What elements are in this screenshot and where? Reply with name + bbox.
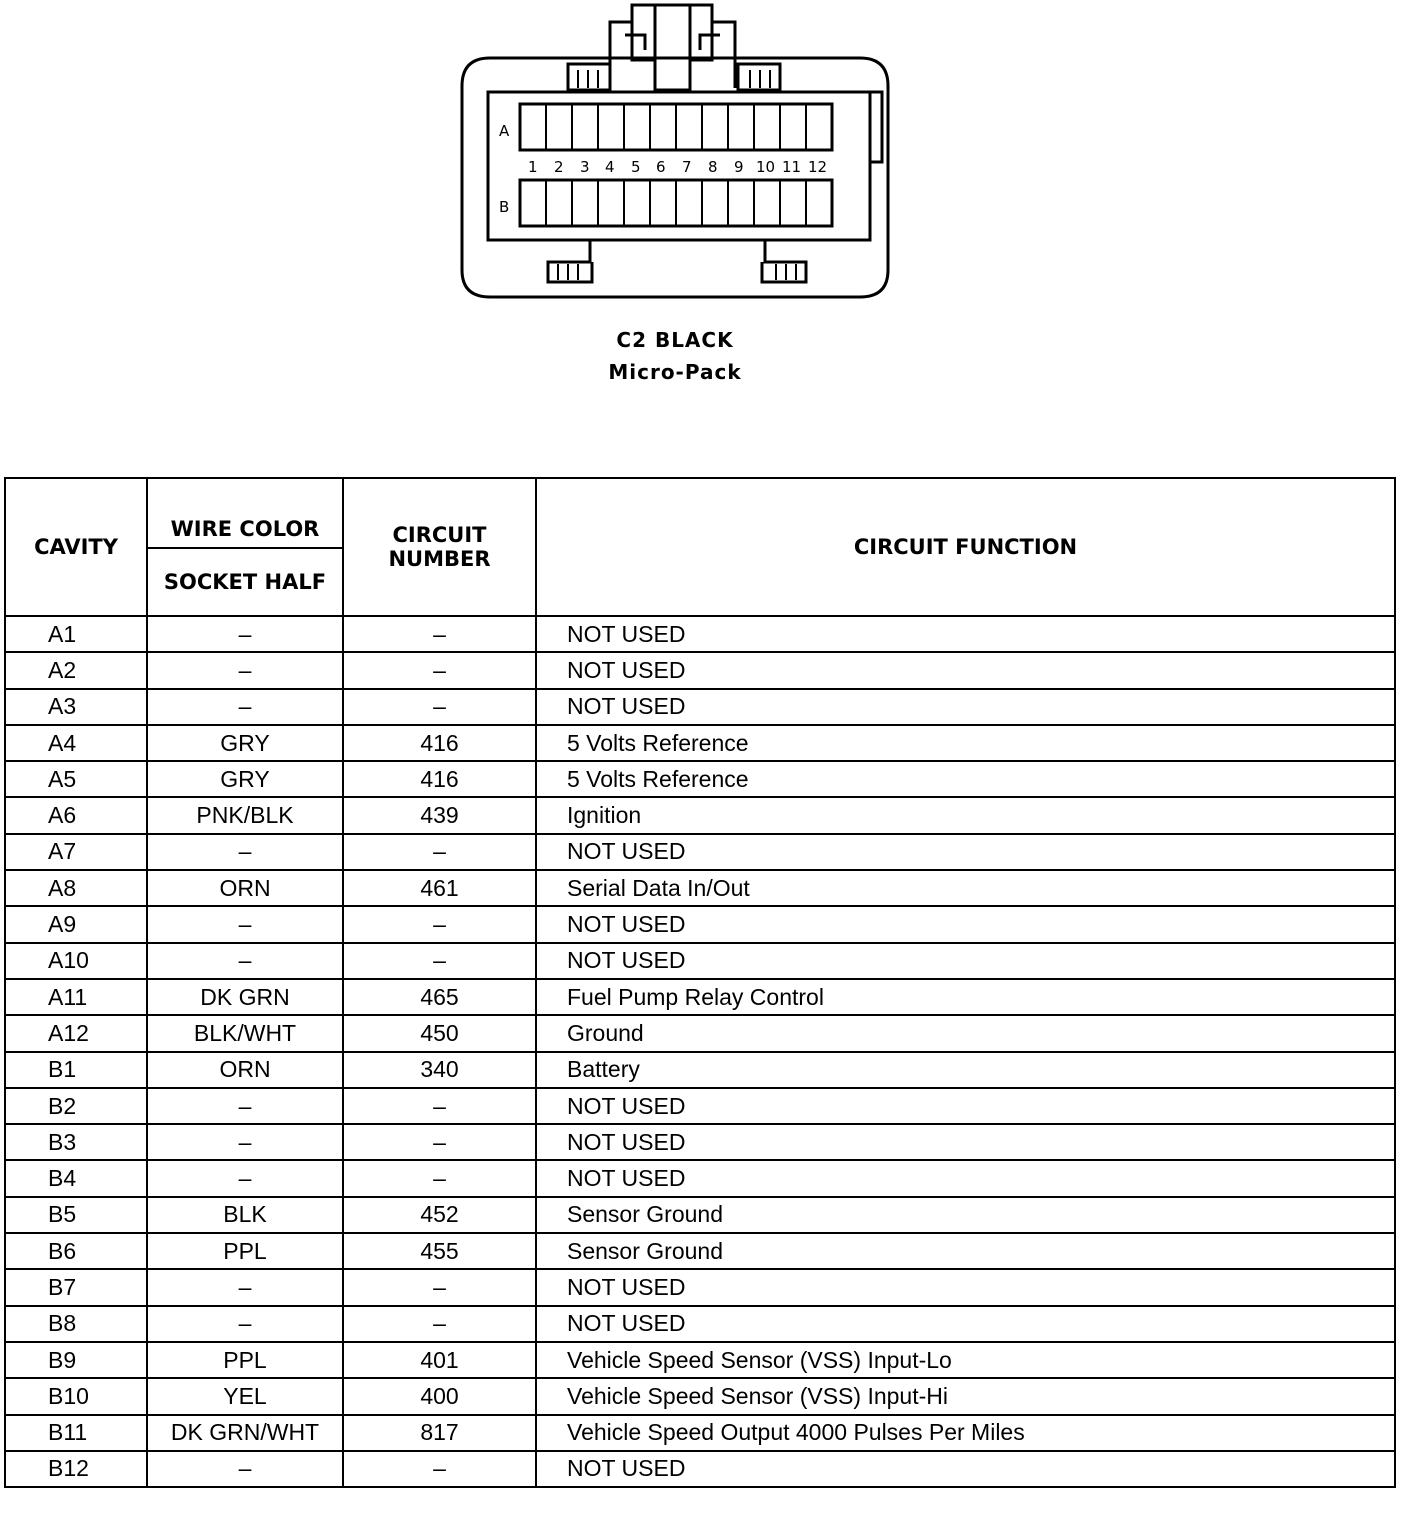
wire-color-cell: PNK/BLK [147, 797, 343, 833]
cavity-cell: B10 [5, 1378, 147, 1414]
wire-color-cell: – [147, 834, 343, 870]
circuit-number-cell: – [343, 943, 536, 979]
circuit-number-cell: 400 [343, 1378, 536, 1414]
table-row [5, 761, 1395, 797]
table-row [5, 652, 1395, 688]
cavity-cell: A1 [5, 616, 147, 652]
circuit-function-cell: Battery [536, 1052, 1395, 1088]
header-circuit-function: CIRCUIT FUNCTION [536, 478, 1395, 616]
table-row [5, 1015, 1395, 1051]
connector-subtitle: Micro-Pack [608, 360, 742, 384]
table-row [5, 1160, 1395, 1196]
circuit-function-cell: NOT USED [536, 943, 1395, 979]
circuit-number-cell: 340 [343, 1052, 536, 1088]
connector-title: C2 BLACK [616, 328, 734, 352]
wire-color-cell: – [147, 1160, 343, 1196]
cavity-cell: A12 [5, 1015, 147, 1051]
cavity-cell: A10 [5, 943, 147, 979]
circuit-number-cell: – [343, 1160, 536, 1196]
circuit-number-cell: – [343, 1306, 536, 1342]
pin-number: 9 [734, 158, 744, 176]
circuit-number-cell: 416 [343, 725, 536, 761]
table-row [5, 1233, 1395, 1269]
cavity-cell: B7 [5, 1269, 147, 1305]
pin-number: 1 [528, 158, 538, 176]
wire-color-cell: – [147, 1306, 343, 1342]
cavity-cell: A11 [5, 979, 147, 1015]
circuit-function-cell: NOT USED [536, 652, 1395, 688]
wire-color-cell: PPL [147, 1233, 343, 1269]
connector-diagram [455, 0, 895, 305]
circuit-function-cell: Ground [536, 1015, 1395, 1051]
cavity-cell: A8 [5, 870, 147, 906]
circuit-function-cell: NOT USED [536, 1124, 1395, 1160]
header-cavity: CAVITY [5, 478, 147, 616]
table-row [5, 906, 1395, 942]
circuit-number-cell: 450 [343, 1015, 536, 1051]
wire-color-cell: GRY [147, 761, 343, 797]
cavity-cell: B1 [5, 1052, 147, 1088]
circuit-function-cell: NOT USED [536, 1269, 1395, 1305]
table-row [5, 1306, 1395, 1342]
circuit-number-cell: – [343, 689, 536, 725]
wire-color-cell: – [147, 616, 343, 652]
circuit-number-cell: 465 [343, 979, 536, 1015]
circuit-number-cell: 461 [343, 870, 536, 906]
cavity-cell: B5 [5, 1197, 147, 1233]
table-row [5, 1052, 1395, 1088]
table-row [5, 1197, 1395, 1233]
circuit-function-cell: NOT USED [536, 1306, 1395, 1342]
wire-color-cell: YEL [147, 1378, 343, 1414]
circuit-number-cell: – [343, 1451, 536, 1487]
table-row [5, 616, 1395, 652]
circuit-function-cell: Vehicle Speed Output 4000 Pulses Per Miles [536, 1415, 1395, 1451]
cavity-cell: B9 [5, 1342, 147, 1378]
table-row [5, 1088, 1395, 1124]
circuit-number-cell: – [343, 1269, 536, 1305]
table-row [5, 1451, 1395, 1487]
table-row [5, 689, 1395, 725]
circuit-function-cell: Fuel Pump Relay Control [536, 979, 1395, 1015]
cavity-cell: A6 [5, 797, 147, 833]
pin-number: 10 [756, 158, 776, 176]
wire-color-cell: – [147, 1124, 343, 1160]
row-b-label: B [499, 198, 510, 216]
wire-color-cell: ORN [147, 870, 343, 906]
circuit-function-cell: Sensor Ground [536, 1233, 1395, 1269]
wire-color-cell: – [147, 906, 343, 942]
table-row [5, 1342, 1395, 1378]
cavity-cell: B6 [5, 1233, 147, 1269]
pin-number: 4 [605, 158, 615, 176]
circuit-number-cell: – [343, 1124, 536, 1160]
cavity-cell: B8 [5, 1306, 147, 1342]
header-circuit-number: CIRCUIT NUMBER [343, 478, 536, 616]
wire-color-cell: BLK [147, 1197, 343, 1233]
wire-color-cell: ORN [147, 1052, 343, 1088]
wire-color-cell: GRY [147, 725, 343, 761]
pin-number: 11 [782, 158, 802, 176]
wire-color-cell: – [147, 1451, 343, 1487]
header-wire-color: WIRE COLOR [147, 478, 343, 548]
pin-number: 7 [682, 158, 692, 176]
cavity-cell: B11 [5, 1415, 147, 1451]
wire-color-cell: PPL [147, 1342, 343, 1378]
pin-number: 2 [554, 158, 564, 176]
circuit-number-cell: 439 [343, 797, 536, 833]
pin-number: 3 [580, 158, 590, 176]
circuit-function-cell: 5 Volts Reference [536, 725, 1395, 761]
circuit-function-cell: NOT USED [536, 616, 1395, 652]
circuit-function-cell: Vehicle Speed Sensor (VSS) Input-Lo [536, 1342, 1395, 1378]
cavity-cell: A3 [5, 689, 147, 725]
pin-number: 8 [708, 158, 718, 176]
row-a-label: A [499, 122, 510, 140]
table-row [5, 979, 1395, 1015]
circuit-function-cell: NOT USED [536, 1088, 1395, 1124]
pin-number: 5 [631, 158, 641, 176]
table-row [5, 943, 1395, 979]
circuit-function-cell: NOT USED [536, 1451, 1395, 1487]
table-row [5, 797, 1395, 833]
cavity-cell: B4 [5, 1160, 147, 1196]
cavity-cell: A7 [5, 834, 147, 870]
wire-color-cell: – [147, 689, 343, 725]
cavity-cell: B2 [5, 1088, 147, 1124]
connector-caption [560, 324, 790, 388]
circuit-number-cell: 401 [343, 1342, 536, 1378]
header-socket-half: SOCKET HALF [147, 548, 343, 616]
wire-color-cell: – [147, 652, 343, 688]
table-row [5, 725, 1395, 761]
wire-color-cell: – [147, 1088, 343, 1124]
cavity-cell: A9 [5, 906, 147, 942]
circuit-function-cell: NOT USED [536, 906, 1395, 942]
cavity-cell: A5 [5, 761, 147, 797]
circuit-number-cell: – [343, 616, 536, 652]
circuit-function-cell: NOT USED [536, 1160, 1395, 1196]
pin-number: 12 [808, 158, 828, 176]
cavity-cell: A4 [5, 725, 147, 761]
circuit-number-cell: 452 [343, 1197, 536, 1233]
circuit-number-cell: – [343, 906, 536, 942]
circuit-number-cell: 817 [343, 1415, 536, 1451]
circuit-function-cell: Vehicle Speed Sensor (VSS) Input-Hi [536, 1378, 1395, 1414]
cavity-cell: B12 [5, 1451, 147, 1487]
pin-number: 6 [656, 158, 666, 176]
wire-color-cell: DK GRN [147, 979, 343, 1015]
wire-color-cell: – [147, 1269, 343, 1305]
table-row [5, 1269, 1395, 1305]
cavity-cell: B3 [5, 1124, 147, 1160]
pinout-table [4, 477, 1396, 1488]
cavity-cell: A2 [5, 652, 147, 688]
table-row [5, 870, 1395, 906]
wire-color-cell: DK GRN/WHT [147, 1415, 343, 1451]
circuit-number-cell: – [343, 1088, 536, 1124]
circuit-number-cell: 455 [343, 1233, 536, 1269]
circuit-function-cell: Ignition [536, 797, 1395, 833]
circuit-number-cell: – [343, 834, 536, 870]
circuit-function-cell: Serial Data In/Out [536, 870, 1395, 906]
circuit-number-cell: – [343, 652, 536, 688]
circuit-number-cell: 416 [343, 761, 536, 797]
circuit-function-cell: Sensor Ground [536, 1197, 1395, 1233]
table-row [5, 834, 1395, 870]
circuit-function-cell: NOT USED [536, 689, 1395, 725]
wire-color-cell: BLK/WHT [147, 1015, 343, 1051]
circuit-function-cell: NOT USED [536, 834, 1395, 870]
table-row [5, 1415, 1395, 1451]
table-row [5, 1124, 1395, 1160]
circuit-function-cell: 5 Volts Reference [536, 761, 1395, 797]
table-row [5, 1378, 1395, 1414]
wire-color-cell: – [147, 943, 343, 979]
